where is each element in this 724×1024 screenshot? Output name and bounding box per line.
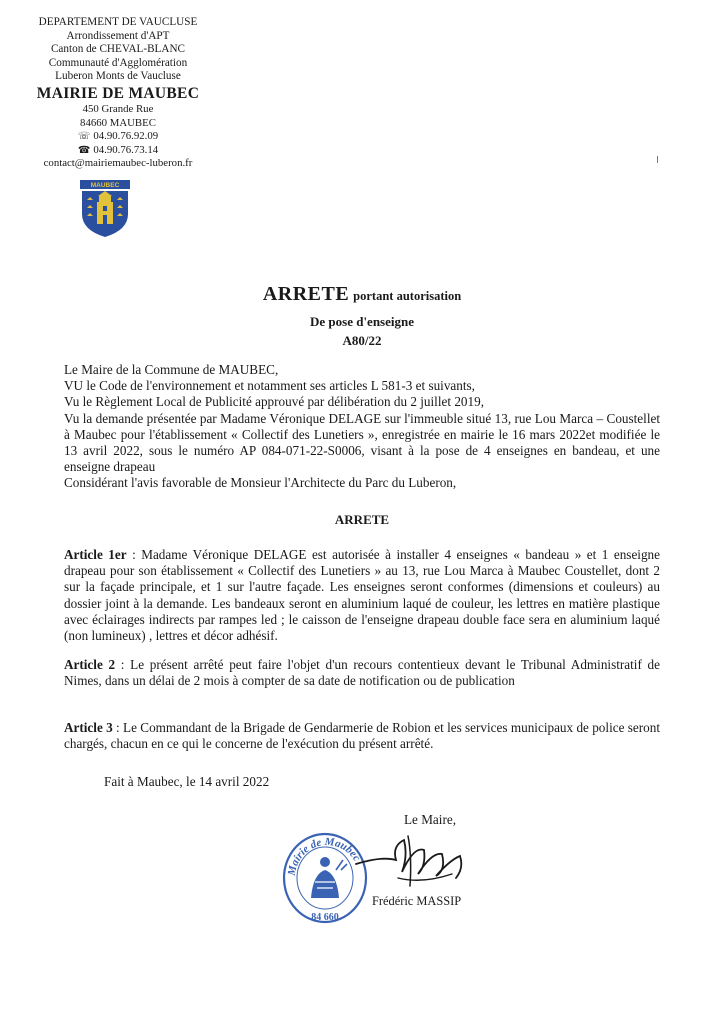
- header-fax-line: [18, 144, 218, 158]
- header-departement: DEPARTEMENT DE VAUCLUSE: [38, 16, 198, 28]
- title-reference: A80/22: [342, 333, 382, 348]
- considerant-avis: Considérant l'avis favorable de Monsieur l'Architecte du Parc du Luberon,: [64, 475, 457, 491]
- maire-signature: [352, 826, 470, 896]
- svg-text:MAUBEC: MAUBEC: [90, 182, 120, 190]
- article-3: [64, 720, 660, 752]
- article-3-label: Article 3: [64, 720, 113, 735]
- header-fax: 04.90.76.73.14: [93, 143, 159, 156]
- article-1-text: : Madame Véronique DELAGE est autorisée à installer 4 enseignes « bandeau » et 1 enseigne drapeau pour son établissement « Collectif des Lunetiers » au 13, rue Lou Marca à Maubec Coustellet, dont 2 sur la façade principale, et 1 sur l'autre façade. Les enseignes seront conformes (dimensions et couleurs) au dossier joint à la demande. Les bandeaux seront en aluminium laqué de couleur, les lettres en matière plastique avec éclairages indirects par rampes led ; le caisson de l'enseigne drapeau double face sera en aluminium laqué (non lumineux) , lettres et décor adhésif.: [64, 547, 660, 644]
- header-phone: 04.90.76.92.09: [93, 130, 159, 143]
- article-2-text: : Le présent arrêté peut faire l'objet d'un recours contentieux devant le Tribunal Administratif de Nimes, dans un délai de 2 mois à compter de sa date de notification ou de publication: [64, 657, 660, 689]
- considerant-code: VU le Code de l'environnement et notamment ses articles L 581-3 et suivants,: [64, 378, 475, 394]
- title-subtitle: portant autorisation: [353, 289, 462, 303]
- header-phone-line: [18, 130, 218, 144]
- considerant-maire: Le Maire de la Commune de MAUBEC,: [64, 362, 279, 377]
- considerant-demande: Vu la demande présentée par Madame Véronique DELAGE sur l'immeuble situé 13, rue Lou Marca – Coustellet à Maubec pour l'établissement « Collectif des Lunetiers », enregistrée en mairie le 16 mars 2022et modifiée le 13 avril 2022, sous le numéro AP 084-071-22-S0006, visant à la pose de 4 enseignes en bandeau, et une enseigne drapeau: [64, 410, 660, 475]
- header-canton: Canton de CHEVAL-BLANC: [50, 43, 186, 56]
- title-arrete: ARRETE: [262, 283, 350, 305]
- header-communaute: Communauté d'Agglomération: [48, 56, 188, 69]
- phone-icon: ☏: [77, 131, 91, 143]
- document-title: [0, 283, 724, 306]
- header-luberon: Luberon Monts de Vaucluse: [55, 70, 181, 83]
- header-email: contact@mairiemaubec-luberon.fr: [43, 157, 193, 170]
- svg-text:Mairie de Maubec: Mairie de Maubec: [285, 835, 363, 877]
- svg-text:84 660: 84 660: [311, 912, 339, 923]
- header-mairie: MAIRIE DE MAUBEC: [36, 84, 200, 102]
- header-address: 450 Grande Rue: [82, 102, 154, 115]
- header-arrondissement: Arrondissement d'APT: [66, 29, 170, 42]
- article-2-label: Article 2: [64, 657, 116, 672]
- fax-icon: ☎: [77, 144, 91, 156]
- fait-a-date: Fait à Maubec, le 14 avril 2022: [104, 774, 270, 789]
- article-2: [64, 657, 660, 689]
- maubec-crest-logo: [78, 180, 132, 238]
- article-1-label: Article 1er: [64, 547, 127, 562]
- scan-mark: [657, 156, 658, 163]
- article-1: [64, 547, 660, 644]
- title-object: De pose d'enseigne: [310, 314, 414, 329]
- arrete-heading: ARRETE: [334, 512, 390, 527]
- considerant-reglement: Vu le Règlement Local de Publicité approuvé par délibération du 2 juillet 2019,: [64, 394, 484, 410]
- signatory-name: Frédéric MASSIP: [372, 894, 462, 908]
- le-maire-label: Le Maire,: [404, 812, 456, 827]
- letterhead: [18, 16, 218, 171]
- article-3-text: : Le Commandant de la Brigade de Gendarmerie de Robion et les services municipaux de police seront chargés, chacun en ce qui le concerne de l'exécution du présent arrêté.: [64, 720, 660, 752]
- considerants: [64, 362, 660, 492]
- header-postal: 84660 MAUBEC: [80, 116, 156, 129]
